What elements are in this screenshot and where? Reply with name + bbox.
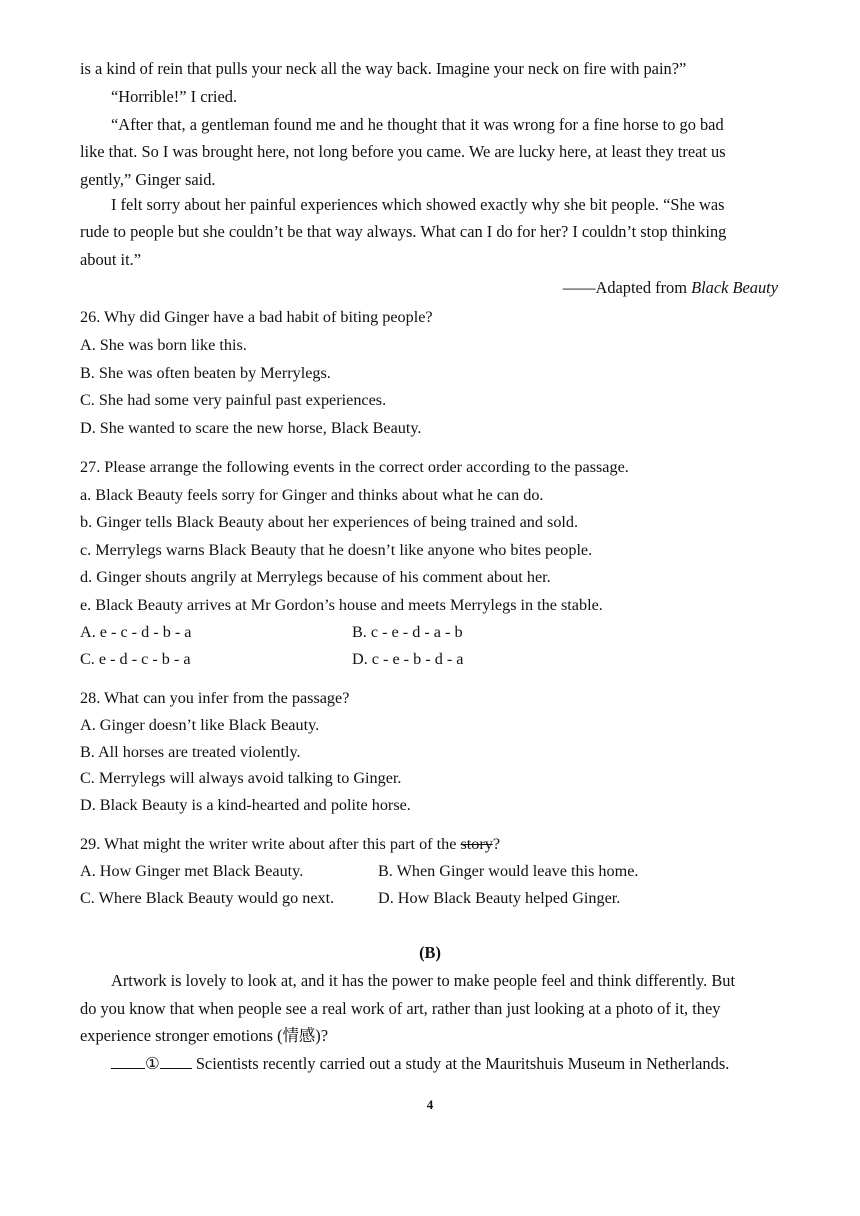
passage-a-line: I felt sorry about her painful experiences which showed exactly why she bit people. “She was <box>111 195 725 214</box>
event-e: e. Black Beauty arrives at Mr Gordon’s house and meets Merrylegs in the stable. <box>80 596 603 614</box>
q29-stem-text: 29. What might the writer write about after this part of the <box>80 835 461 853</box>
source-prefix: ——Adapted from <box>562 278 692 297</box>
option-26-c: C. She had some very painful past experiences. <box>80 391 387 409</box>
option-26-d: D. She wanted to scare the new horse, Black Beauty. <box>80 419 422 437</box>
passage-a-line: about it.” <box>80 250 141 269</box>
question-28-stem: 28. What can you infer from the passage? <box>80 689 350 707</box>
passage-a-line: rude to people but she couldn’t be that way always. What can I do for her? I couldn’t stop thinking <box>80 222 727 241</box>
option-27-d: D. c - e - b - d - a <box>352 650 464 668</box>
answer-blank <box>160 1054 192 1069</box>
page-number: 4 <box>426 1097 434 1112</box>
question-29-stem <box>80 834 500 854</box>
passage-b-line: do you know that when people see a real work of art, rather than just looking at a photo of it, they <box>80 999 721 1018</box>
option-26-b: B. She was often beaten by Merrylegs. <box>80 364 331 382</box>
option-28-a: A. Ginger doesn’t like Black Beauty. <box>80 716 320 734</box>
option-27-c: C. e - d - c - b - a <box>80 650 191 668</box>
question-27-stem: 27. Please arrange the following events in the correct order according to the passage. <box>80 458 629 476</box>
passage-source <box>563 278 778 298</box>
source-title: Black Beauty <box>691 278 778 297</box>
event-a: a. Black Beauty feels sorry for Ginger and thinks about what he can do. <box>80 486 544 504</box>
passage-b-line: Artwork is lovely to look at, and it has the power to make people feel and think differently. But <box>111 971 736 990</box>
blank-marker: ① <box>145 1054 160 1073</box>
passage-a-line: “Horrible!” I cried. <box>111 87 238 106</box>
option-28-b: B. All horses are treated violently. <box>80 743 301 761</box>
option-27-a: A. e - c - d - b - a <box>80 623 192 641</box>
event-c: c. Merrylegs warns Black Beauty that he doesn’t like anyone who bites people. <box>80 541 593 559</box>
event-d: d. Ginger shouts angrily at Merrylegs because of his comment about her. <box>80 568 551 586</box>
option-26-a: A. She was born like this. <box>80 336 247 354</box>
passage-b-blank-line <box>111 1054 729 1074</box>
passage-a-line: like that. So I was brought here, not long before you came. We are lucky here, at least they treat us <box>80 142 726 161</box>
option-29-b: B. When Ginger would leave this home. <box>378 862 639 880</box>
passage-a-line: “After that, a gentleman found me and he thought that it was wrong for a fine horse to go bad <box>111 115 724 134</box>
question-26-stem: 26. Why did Ginger have a bad habit of biting people? <box>80 308 433 326</box>
option-28-c: C. Merrylegs will always avoid talking to Ginger. <box>80 769 402 787</box>
answer-blank <box>111 1054 145 1069</box>
option-27-b: B. c - e - d - a - b <box>352 623 463 641</box>
option-29-d: D. How Black Beauty helped Ginger. <box>378 889 621 907</box>
section-b-heading: (B) <box>419 943 441 962</box>
passage-a-line: gently,” Ginger said. <box>80 170 216 189</box>
event-b: b. Ginger tells Black Beauty about her experiences of being trained and sold. <box>80 513 579 531</box>
option-29-a: A. How Ginger met Black Beauty. <box>80 862 304 880</box>
option-29-c: C. Where Black Beauty would go next. <box>80 889 335 907</box>
q29-struck-word: story <box>460 835 493 853</box>
q29-stem-end: ? <box>492 835 501 853</box>
option-28-d: D. Black Beauty is a kind-hearted and polite horse. <box>80 796 411 814</box>
passage-b-line: experience stronger emotions (情感)? <box>80 1026 329 1045</box>
passage-b-line-text: Scientists recently carried out a study at the Mauritshuis Museum in Netherlands. <box>195 1054 730 1073</box>
passage-a-line: is a kind of rein that pulls your neck all the way back. Imagine your neck on fire with pain?” <box>80 59 687 78</box>
